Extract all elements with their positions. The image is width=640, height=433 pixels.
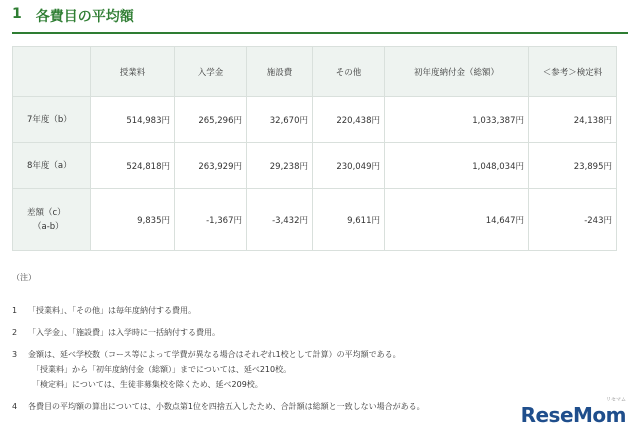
row-label [13,143,91,189]
table-cell: 29,238円 [247,143,313,189]
table-cell: 32,670円 [247,97,313,143]
table-cell: 23,895円 [529,143,617,189]
table-cell: 1,033,387円 [385,97,529,143]
note-text: 各費目の平均額の算出については、小数点第1位を四捨五入したため、合計額は総額と一致しない場合がある。 [28,402,425,411]
note-body [28,347,628,392]
row-label-text: 7年度（b） [27,114,72,125]
column-header: 入学金 [175,47,247,97]
note-subtext: 「検定料」については、生徒非募集校を除くため、延べ209校。 [32,380,263,389]
table-cell: 220,438円 [313,97,385,143]
table-cell: 265,296円 [175,97,247,143]
fee-table [12,46,617,251]
table-cell: 514,983円 [91,97,175,143]
table-cell: 263,929円 [175,143,247,189]
table-cell: 9,835円 [91,189,175,251]
note-item [12,303,628,318]
table-cell: 24,138円 [529,97,617,143]
logo-tagline: リセマム [606,397,626,403]
table-header-row [13,47,617,97]
note-item [12,325,628,340]
table-row [13,143,617,189]
resemom-logo: ReseMom [520,403,626,427]
note-item [12,347,628,392]
row-label-text: 差額（c） [27,207,66,218]
row-label-text: 8年度（a） [27,160,72,171]
table-cell: 230,049円 [313,143,385,189]
table-corner-cell [13,47,91,97]
section-heading: 各費目の平均額 [35,9,134,25]
table-cell: 9,611円 [313,189,385,251]
note-number: 2 [12,328,18,337]
table-cell: 1,048,034円 [385,143,529,189]
row-label [13,97,91,143]
note-number: 1 [12,306,18,315]
note-number: 4 [12,402,18,411]
column-header: 授業料 [91,47,175,97]
note-number: 3 [12,350,18,359]
table-cell: 14,647円 [385,189,529,251]
note-text: 金額は、延べ学校数（コース等によって学費が異なる場合はそれぞれ1校として計算）の平均額である。 [28,350,401,359]
note-text: 「入学金」、「施設費」は入学時に一括納付する費用。 [28,328,220,337]
table-cell: -243円 [529,189,617,251]
column-header: 初年度納付金（総額） [385,47,529,97]
notes-heading: （注） [12,273,36,282]
row-label-subtext: （a-b） [33,221,64,232]
table-row [13,97,617,143]
column-header: ＜参考＞検定料 [529,47,617,97]
note-text: 「授業料」、「その他」は毎年度納付する費用。 [28,306,196,315]
row-label [13,189,91,251]
section-number: 1 [12,6,22,22]
table-cell: -1,367円 [175,189,247,251]
notes-section [12,272,628,421]
note-subtext: 「授業料」から「初年度納付金（総額）」までについては、延べ210校。 [32,365,292,374]
section-title [12,6,628,34]
table-cell: -3,432円 [247,189,313,251]
table-cell: 524,818円 [91,143,175,189]
column-header: 施設費 [247,47,313,97]
column-header: その他 [313,47,385,97]
table-row [13,189,617,251]
